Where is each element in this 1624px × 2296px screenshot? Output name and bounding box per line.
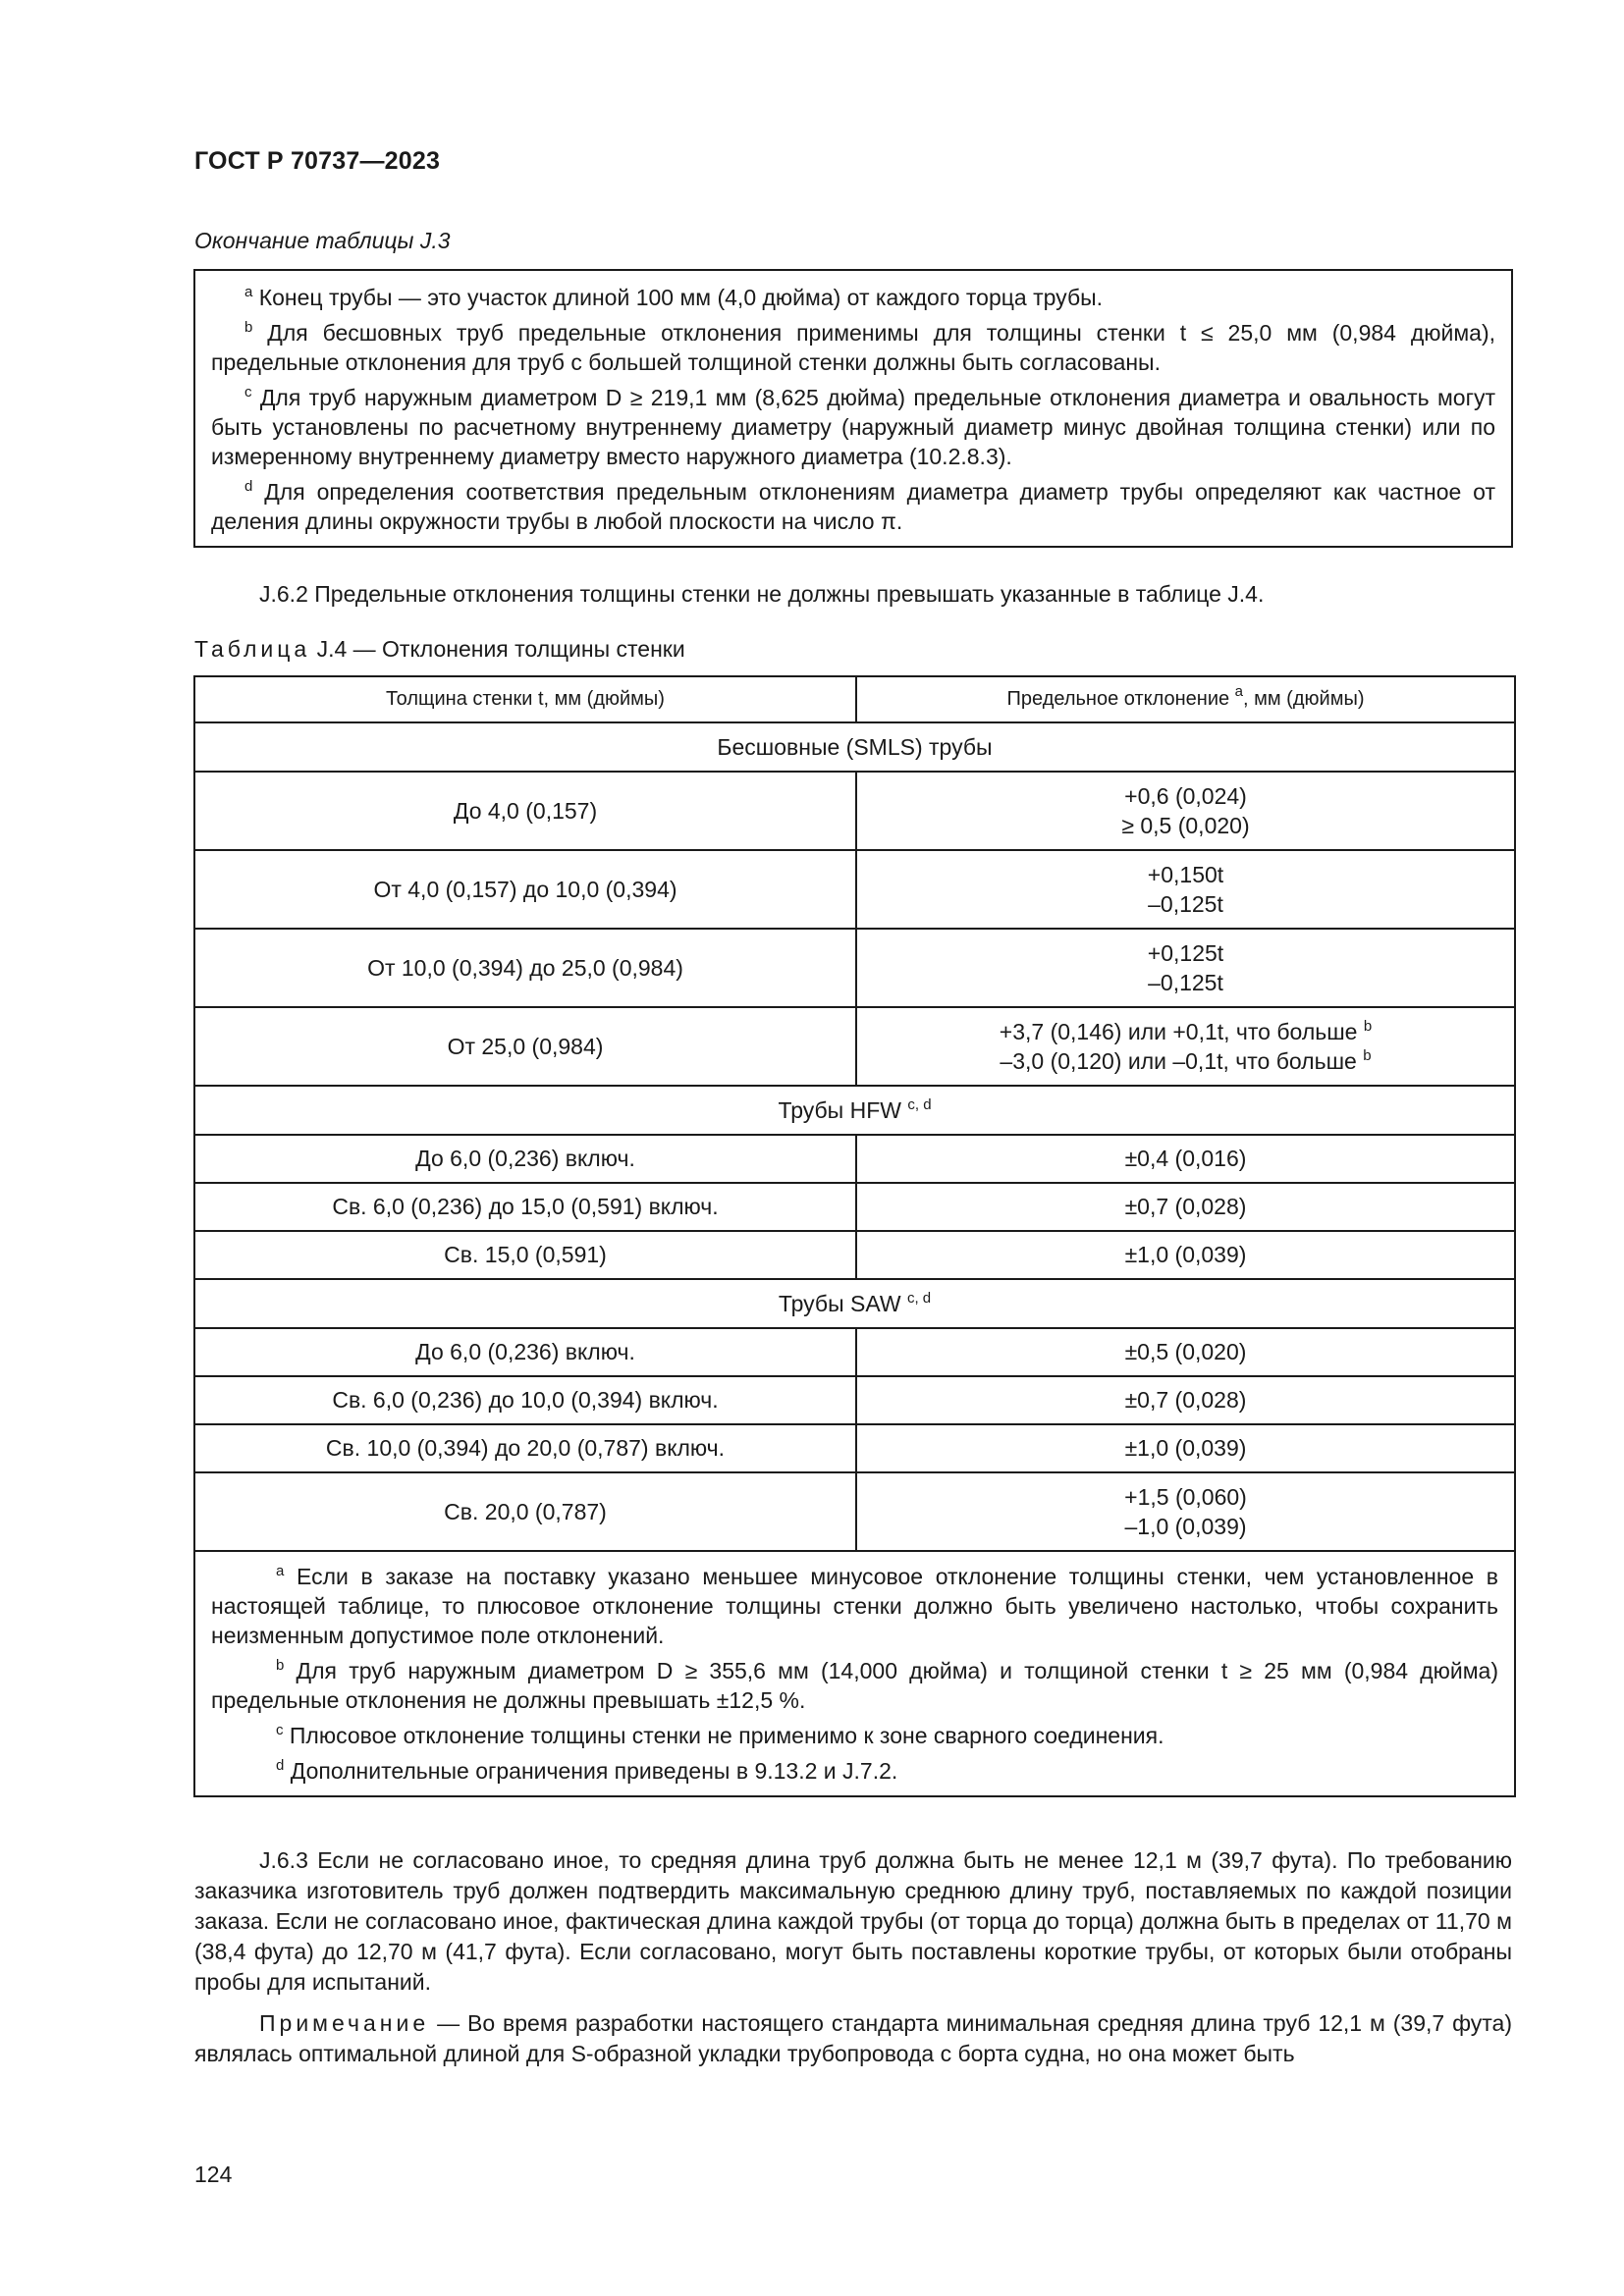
paragraph-j63: J.6.3 Если не согласовано иное, то средняя длина труб должна быть не менее 12,1 м (39,7 фута). По требованию заказчика изготовитель труб должен подтвердить максимальную среднюю длину труб, поставляемых по каждой позиции заказа. Если не согласовано иное, фактическая длина каждой трубы (от торца до торца) должна быть в пределах от 11,70 м (38,4 фута) до 12,70 м (41,7 фута). Если согласовано, могут быть поставлены короткие трубы, от которых были отобраны пробы для испытаний. (194, 1847, 1512, 1995)
thickness-cell: До 6,0 (0,236) включ. (194, 1135, 856, 1183)
table-row (194, 850, 1515, 929)
thickness-cell: Св. 20,0 (0,787) (194, 1472, 856, 1551)
thickness-cell: От 4,0 (0,157) до 10,0 (0,394) (194, 850, 856, 929)
thickness-cell: Св. 6,0 (0,236) до 15,0 (0,591) включ. (194, 1183, 856, 1231)
deviation-cell: ±1,0 (0,039) (856, 1424, 1515, 1472)
table-j4-note-a: $^a$ Если в заказе на поставку указано меньшее минусовое отклонение толщины стенки, чем установленное в настоящей таблице, то плюсовое отклонение толщины стенки должно быть увеличено настолько, чтобы сохранить неизменным допустимое поле отклонений. (211, 1563, 1499, 1648)
page-number: 124 (194, 2162, 233, 2187)
table-j3-note-d: $^d$ Для определения соответствия предельным отклонениям диаметра диаметр трубы определяют как частное от деления длины окружности трубы в любой плоскости на число π. (211, 478, 1495, 534)
section-hfw (194, 1086, 1515, 1135)
thickness-cell: Св. 10,0 (0,394) до 20,0 (0,787) включ. (194, 1424, 856, 1472)
thickness-cell: Св. 6,0 (0,236) до 10,0 (0,394) включ. (194, 1376, 856, 1424)
section-saw (194, 1279, 1515, 1328)
table-j3-note-c: $^c$ Для труб наружным диаметром D ≥ 219,1 мм (8,625 дюйма) предельные отклонения диаметра и овальность могут быть установлены по расчетному внутреннему диаметру (наружный диаметр минус двойная толщина стенки) или по измеренному внутреннему диаметру вместо наружного диаметра (10.2.8.3). (211, 384, 1496, 469)
section-title: Трубы SAW $^{c, d}$ (194, 1279, 1515, 1328)
table-j4-note-c: $^c$ Плюсовое отклонение толщины стенки не применимо к зоне сварного соединения. (276, 1722, 1164, 1748)
section-title: Бесшовные (SMLS) трубы (194, 722, 1515, 772)
table-row (194, 1183, 1515, 1231)
table-header-row (194, 676, 1515, 722)
note-paragraph: Примечание — Во время разработки настоящего стандарта минимальная средняя длина труб 12,1 м (39,7 фута) являлась оптимальной длиной для S-образной укладки трубопровода с борта судна, но она может быть (194, 2010, 1512, 2066)
table-row (194, 1424, 1515, 1472)
thickness-cell: Св. 15,0 (0,591) (194, 1231, 856, 1279)
table-j4 (193, 675, 1514, 1797)
table-row (194, 1472, 1515, 1551)
deviation-cell: ±0,7 (0,028) (856, 1376, 1515, 1424)
table-j3-note-a: $^a$ Конец трубы — это участок длиной 100 мм (4,0 дюйма) от каждого торца трубы. (244, 284, 1104, 310)
deviation-cell: +0,125t –0,125t (856, 929, 1515, 1007)
section-title: Трубы HFW $^{c, d}$ (194, 1086, 1515, 1135)
thickness-cell: До 4,0 (0,157) (194, 772, 856, 850)
deviation-cell: +0,150t –0,125t (856, 850, 1515, 929)
table-row (194, 1328, 1515, 1376)
table-row (194, 929, 1515, 1007)
table-row (194, 772, 1515, 850)
header-thickness: Толщина стенки t, мм (дюймы) (194, 676, 856, 722)
thickness-cell: От 10,0 (0,394) до 25,0 (0,984) (194, 929, 856, 1007)
paragraph-j62: J.6.2 Предельные отклонения толщины стенки не должны превышать указанные в таблице J.4. (259, 581, 1265, 607)
table-row (194, 1231, 1515, 1279)
table-j4-note-d: $^d$ Дополнительные ограничения приведены в 9.13.2 и J.7.2. (276, 1757, 898, 1784)
table-j4-note-b: $^b$ Для труб наружным диаметром D ≥ 355,6 мм (14,000 дюйма) и толщиной стенки t ≥ 25 мм (0,984 дюйма) предельные отклонения не должны превышать ±12,5 %. (211, 1657, 1499, 1713)
deviation-cell: +3,7 (0,146) или +0,1t, что больше $^b$ –3,0 (0,120) или –0,1t, что больше $^b$ (856, 1007, 1515, 1086)
thickness-cell: До 6,0 (0,236) включ. (194, 1328, 856, 1376)
table-j4-notes (194, 1551, 1515, 1796)
deviation-cell: ±0,4 (0,016) (856, 1135, 1515, 1183)
deviation-cell: ±0,7 (0,028) (856, 1183, 1515, 1231)
table-j3-note-b: $^b$ Для бесшовных труб предельные отклонения применимы для толщины стенки t ≤ 25,0 мм (0,984 дюйма), предельные отклонения для труб с большей толщиной стенки должны быть согласованы. (211, 319, 1496, 375)
table-row (194, 1007, 1515, 1086)
table-row (194, 1135, 1515, 1183)
table-j4-title: Таблица J.4 — Отклонения толщины стенки (194, 636, 685, 662)
document-id: ГОСТ Р 70737—2023 (194, 147, 441, 175)
section-smls (194, 722, 1515, 772)
wall-thickness-deviation-table (193, 675, 1516, 1797)
table-row (194, 1376, 1515, 1424)
deviation-cell: +0,6 (0,024) ≥ 0,5 (0,020) (856, 772, 1515, 850)
thickness-cell: От 25,0 (0,984) (194, 1007, 856, 1086)
table-j3-notes (193, 269, 1513, 548)
deviation-cell: +1,5 (0,060) –1,0 (0,039) (856, 1472, 1515, 1551)
table-continuation-caption: Окончание таблицы J.3 (194, 228, 451, 253)
deviation-cell: ±1,0 (0,039) (856, 1231, 1515, 1279)
deviation-cell: ±0,5 (0,020) (856, 1328, 1515, 1376)
header-deviation: Предельное отклонение $^a$, мм (дюймы) (856, 676, 1515, 722)
